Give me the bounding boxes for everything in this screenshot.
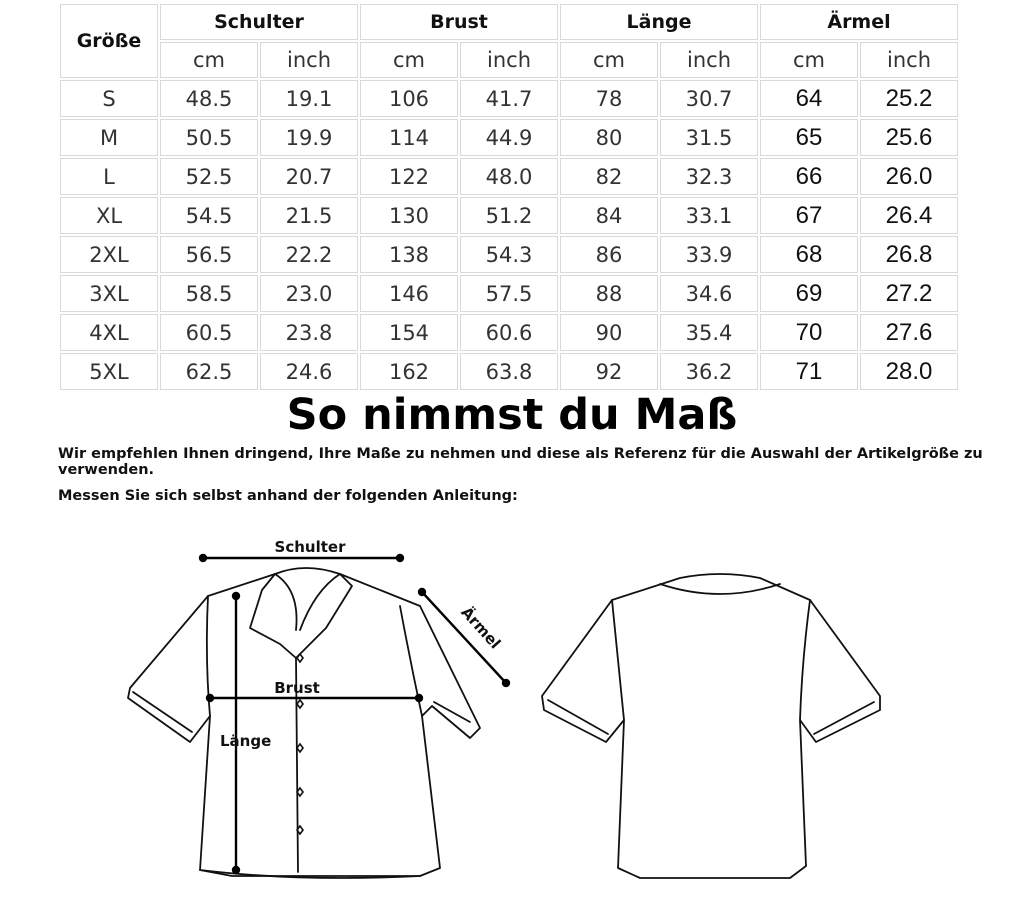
measurement-cell: 146 (360, 275, 458, 312)
unit-header-cell: cm (160, 42, 258, 78)
shoulder-line-start (200, 555, 206, 561)
measurement-cell: 130 (360, 197, 458, 234)
measurement-cell: 30.7 (660, 80, 758, 117)
measurement-cell: 114 (360, 119, 458, 156)
measurement-cell: 52.5 (160, 158, 258, 195)
measurement-cell: 25.2 (860, 80, 958, 117)
chest-line-start (207, 695, 213, 701)
size-row (60, 158, 958, 195)
measurement-cell: 41.7 (460, 80, 558, 117)
measurement-cell: 57.5 (460, 275, 558, 312)
size-row (60, 197, 958, 234)
measurement-cell: 26.0 (860, 158, 958, 195)
measurement-cell: 63.8 (460, 353, 558, 390)
measurement-cell: 64 (760, 80, 858, 117)
size-cell: 2XL (60, 236, 158, 273)
measurement-cell: 154 (360, 314, 458, 351)
measurement-cell: 86 (560, 236, 658, 273)
group-header-sleeve: Ärmel (760, 4, 958, 40)
measurement-cell: 26.4 (860, 197, 958, 234)
measurement-cell: 69 (760, 275, 858, 312)
measurement-cell: 21.5 (260, 197, 358, 234)
shirt-measurement-diagram (0, 520, 1024, 898)
measurement-cell: 78 (560, 80, 658, 117)
size-row (60, 275, 958, 312)
measurement-cell: 67 (760, 197, 858, 234)
sleeve-line-end (503, 680, 509, 686)
measurement-cell: 60.6 (460, 314, 558, 351)
measurement-cell: 54.3 (460, 236, 558, 273)
unit-header-row (60, 42, 958, 78)
measurement-cell: 19.9 (260, 119, 358, 156)
measurement-cell: 36.2 (660, 353, 758, 390)
size-row (60, 353, 958, 390)
measurement-cell: 84 (560, 197, 658, 234)
measurement-cell: 66 (760, 158, 858, 195)
measure-guide-heading: So nimmst du Maß (286, 390, 738, 440)
unit-header-cell: inch (460, 42, 558, 78)
measurement-cell: 25.6 (860, 119, 958, 156)
measurement-cell: 27.6 (860, 314, 958, 351)
measurement-cell: 51.2 (460, 197, 558, 234)
measure-guide-instruction: Messen Sie sich selbst anhand der folgenden Anleitung: (58, 488, 518, 504)
size-column-header: Größe (60, 4, 158, 78)
measurement-cell: 56.5 (160, 236, 258, 273)
measurement-cell: 82 (560, 158, 658, 195)
chest-label: Brust (274, 679, 320, 697)
measurement-cell: 20.7 (260, 158, 358, 195)
measurement-cell: 22.2 (260, 236, 358, 273)
measurement-cell: 35.4 (660, 314, 758, 351)
measurement-cell: 34.6 (660, 275, 758, 312)
measurement-cell: 23.0 (260, 275, 358, 312)
measurement-cell: 90 (560, 314, 658, 351)
shirt-back-illustration (542, 574, 880, 878)
measurement-cell: 68 (760, 236, 858, 273)
shirt-front-illustration (128, 568, 480, 878)
measurement-cell: 62.5 (160, 353, 258, 390)
sleeve-line-start (419, 589, 425, 595)
measurement-cell: 54.5 (160, 197, 258, 234)
size-chart-table (58, 2, 960, 392)
size-cell: M (60, 119, 158, 156)
group-header-shoulder: Schulter (160, 4, 358, 40)
length-label: Länge (220, 732, 272, 750)
unit-header-cell: cm (760, 42, 858, 78)
size-row (60, 119, 958, 156)
size-rows (60, 80, 958, 390)
size-cell: 4XL (60, 314, 158, 351)
measurement-cell: 48.5 (160, 80, 258, 117)
measurement-cell: 80 (560, 119, 658, 156)
measurement-cell: 33.9 (660, 236, 758, 273)
measurement-cell: 138 (360, 236, 458, 273)
measurement-cell: 44.9 (460, 119, 558, 156)
measurement-cell: 26.8 (860, 236, 958, 273)
measurement-cell: 28.0 (860, 353, 958, 390)
shoulder-label: Schulter (274, 538, 346, 556)
measurement-cell: 162 (360, 353, 458, 390)
measurement-cell: 58.5 (160, 275, 258, 312)
measure-guide-intro: Wir empfehlen Ihnen dringend, Ihre Maße zu nehmen und diese als Referenz für die Auswahl der Artikelgröße zu verwenden. (58, 446, 983, 478)
measurement-cell: 24.6 (260, 353, 358, 390)
measurement-cell: 33.1 (660, 197, 758, 234)
size-cell: XL (60, 197, 158, 234)
group-header-length: Länge (560, 4, 758, 40)
unit-header-cell: cm (360, 42, 458, 78)
length-line-end (233, 867, 239, 873)
shoulder-line-end (397, 555, 403, 561)
measurement-cell: 32.3 (660, 158, 758, 195)
measurement-lines (200, 555, 509, 873)
measurement-cell: 106 (360, 80, 458, 117)
measurement-cell: 48.0 (460, 158, 558, 195)
size-cell: S (60, 80, 158, 117)
unit-header-cell: inch (860, 42, 958, 78)
measurement-cell: 27.2 (860, 275, 958, 312)
measurement-cell: 122 (360, 158, 458, 195)
unit-header-cell: inch (260, 42, 358, 78)
unit-header-cell: cm (560, 42, 658, 78)
unit-header-cell: inch (660, 42, 758, 78)
measurement-cell: 23.8 (260, 314, 358, 351)
size-cell: 5XL (60, 353, 158, 390)
measurement-cell: 60.5 (160, 314, 258, 351)
size-cell: L (60, 158, 158, 195)
size-row (60, 80, 958, 117)
size-row (60, 236, 958, 273)
measurement-cell: 65 (760, 119, 858, 156)
length-line-start (233, 593, 239, 599)
sleeve-label: Ärmel (457, 603, 505, 653)
measurement-cell: 19.1 (260, 80, 358, 117)
group-header-chest: Brust (360, 4, 558, 40)
measurement-cell: 70 (760, 314, 858, 351)
size-cell: 3XL (60, 275, 158, 312)
measurement-cell: 31.5 (660, 119, 758, 156)
measurement-cell: 50.5 (160, 119, 258, 156)
measurement-cell: 71 (760, 353, 858, 390)
measurement-cell: 92 (560, 353, 658, 390)
measurement-cell: 88 (560, 275, 658, 312)
size-row (60, 314, 958, 351)
chest-line-end (416, 695, 422, 701)
